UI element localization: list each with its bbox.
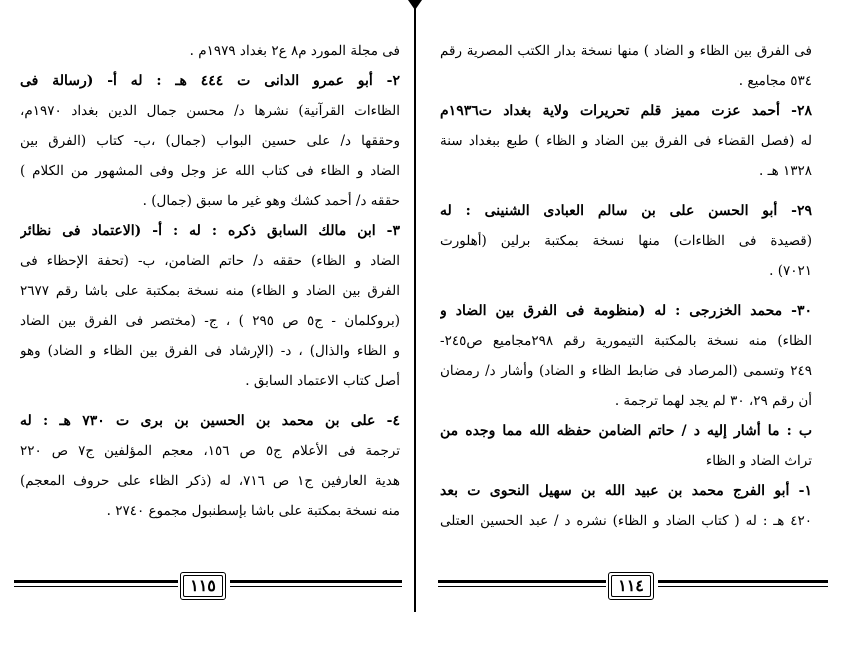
- text-line: وحققها د/ على حسين البواب (جمال) ،ب- كتاب (الفرق بين: [20, 133, 400, 149]
- text-line: الضاد و الظاء فى كتاب الله عز وجل وفى المشهور من الكلام ): [20, 163, 400, 179]
- text-line: ٢٤٩ وتسمى (المرصاد فى ضابط الظاء و الضاد) وأشار د/ رمضان: [440, 363, 812, 379]
- page-number: ١١٤: [608, 572, 654, 600]
- text-line: حققه د/ أحمد كشك وهو غير ما سبق (جمال) .: [142, 193, 400, 209]
- text-line: فى الفرق بين الظاء و الضاد ) منها نسخة بدار الكتب المصرية رقم: [440, 43, 812, 59]
- text-line: ترجمة فى الأعلام ج٥ ص ١٥٦، معجم المؤلفين ج٧ ص ٢٢٠: [20, 443, 400, 459]
- text-line: أصل كتاب الاعتماد السابق .: [245, 373, 400, 389]
- text-line: هدية العارفين ج١ ص ٧١٦، له (ذكر الظاء على حروف المعجم): [20, 473, 400, 489]
- text-line: أن رقم ٢٩، ٣٠ لم يجد لهما ترجمة .: [614, 393, 812, 409]
- text-line: الفرق بين الضاد و الظاء) منه نسخة بمكتبة على باشا رقم ٢٦٧٧: [20, 283, 400, 299]
- text-line: الظاءات القرآنية) نشرها د/ محسن جمال الدين بغداد ١٩٧٠م،: [20, 103, 400, 119]
- text-line: فى مجلة المورد م٨ ع٢ بغداد ١٩٧٩م .: [189, 43, 400, 59]
- text-line: منه نسخة بمكتبة على باشا بإسطنبول مجموع ٢٧٤٠ .: [106, 503, 400, 519]
- text-line: (بروكلمان - ج٥ ص ٢٩٥ ) ، ج- (مختصر فى الفرق بين الضاد: [20, 313, 400, 329]
- text-line: ٥٣٤ مجاميع .: [738, 73, 812, 89]
- footer-rule: [230, 586, 402, 587]
- footer-rule: [438, 580, 606, 583]
- footer-rule: [14, 580, 178, 583]
- page-114-footer: [424, 572, 848, 602]
- entry-heading: ٢٨- أحمد عزت مميز قلم تحريرات ولاية بغداد ت١٩٣٦م: [440, 103, 812, 119]
- text-line: ٤٢٠ هـ : له ( كتاب الضاد و الظاء) نشره د / عبد الحسين العتلى: [440, 513, 812, 529]
- footer-rule: [438, 586, 606, 587]
- footer-rule: [14, 586, 178, 587]
- text-line: و الظاء والذال) ، د- (الإرشاد فى الفرق بين الظاء و الضاد) وهو: [20, 343, 400, 359]
- section-note: ب : ما أشار إليه د / حاتم الضامن حفظه الله مما وجده من: [440, 423, 812, 439]
- footer-rule: [230, 580, 402, 583]
- footer-rule: [658, 586, 828, 587]
- text-line: له (فصل القضاء فى الفرق بين الضاد و الظاء ) طبع ببغداد سنة: [440, 133, 812, 149]
- text-line: الظاء) منه نسخة بالمكتبة التيمورية رقم ٢٩٨مجاميع ص٢٤٥-: [440, 333, 812, 349]
- entry-heading: ٣٠- محمد الخزرجى : له (منظومة فى الفرق بين الضاد و: [440, 303, 812, 319]
- text-line: (قصيدة فى الظاءات) منها نسخة بمكتبة برلين (أهلورت: [440, 233, 812, 249]
- entry-heading: ٣- ابن مالك السابق ذكره : له : أ- (الاعتماد فى نظائر: [20, 223, 400, 239]
- page-114-text: [440, 36, 812, 536]
- footer-rule: [658, 580, 828, 583]
- text-line: تراث الضاد و الظاء: [705, 453, 812, 469]
- entry-heading: ٤- على بن محمد بن الحسين بن برى ت ٧٣٠ هـ : له: [20, 413, 400, 429]
- entry-heading: ٢- أبو عمرو الدانى ت ٤٤٤ هـ : له أ- (رسالة فى: [20, 73, 400, 89]
- entry-heading: ١- أبو الفرج محمد بن عبيد الله بن سهيل النحوى ت بعد: [440, 483, 812, 499]
- page-number: ١١٥: [180, 572, 226, 600]
- page-115-text: [20, 36, 400, 526]
- entry-heading: ٢٩- أبو الحسن على بن سالم العبادى الشنينى : له: [440, 203, 812, 219]
- text-line: ١٣٢٨ هـ .: [759, 163, 812, 179]
- text-line: الضاد و الظاء) حققه د/ حاتم الضامن، ب- (تحفة الإحظاء فى: [20, 253, 400, 269]
- text-line: ٧٠٢١) .: [769, 263, 812, 279]
